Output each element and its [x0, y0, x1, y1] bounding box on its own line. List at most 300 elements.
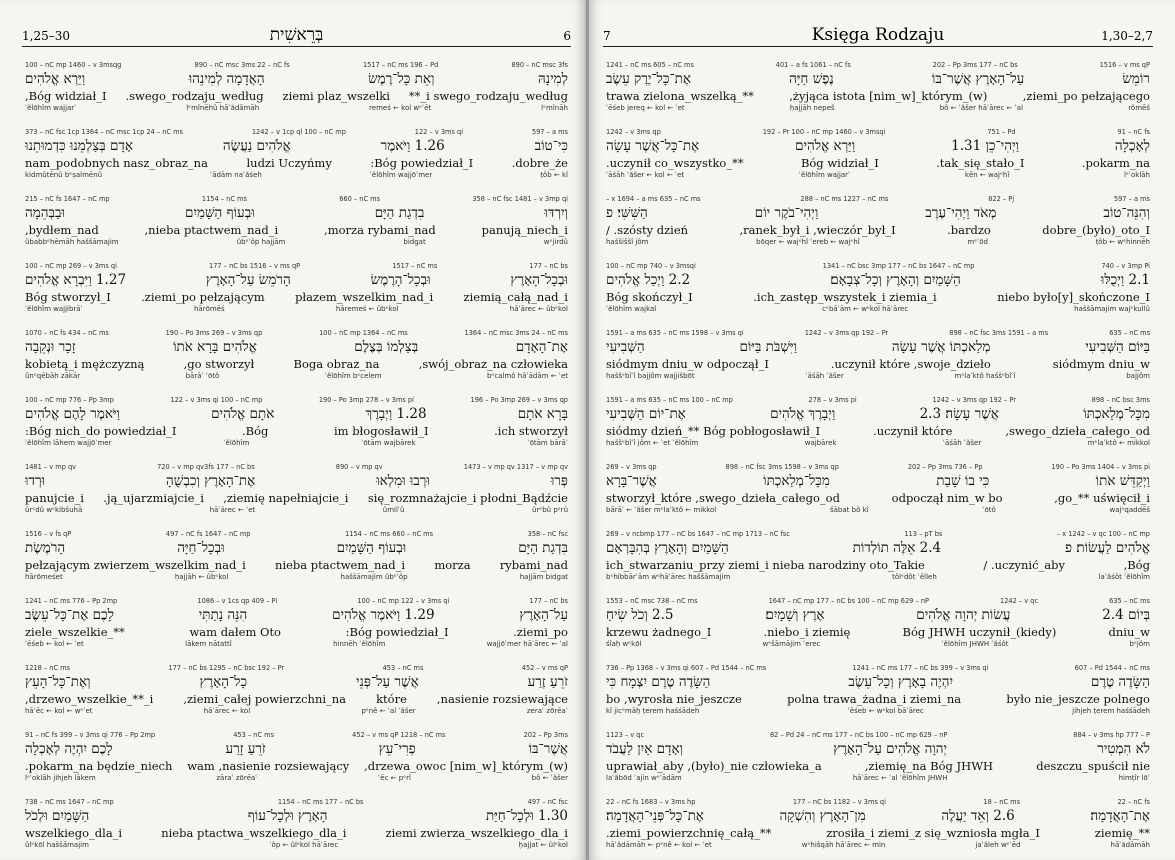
transliteration: lᵉʾoklāh	[1123, 171, 1150, 179]
polish-gloss-row	[22, 357, 571, 372]
polish-gloss: .bardzo	[947, 223, 991, 237]
page-header	[22, 22, 571, 47]
transliteration-row	[22, 104, 571, 114]
polish-gloss: wam ,nasienie rozsiewający	[187, 759, 350, 773]
polish-gloss: odpoczął nim_w bo	[891, 491, 1003, 505]
hebrew-word: וְאֶת־כָּל־הָעֵץ	[25, 674, 91, 690]
polish-gloss-row	[22, 290, 571, 305]
page-number: 7	[603, 29, 611, 43]
hebrew-word: אֹתָם אֱלֹהִים	[211, 406, 275, 422]
polish-gloss-row	[603, 89, 1153, 104]
hebrew-word: נֶפֶשׁ חַיָּה	[789, 71, 834, 87]
hebrew-word: בַּיּוֹם הַשְּׁבִיעִי	[1085, 339, 1150, 355]
polish-gloss-row	[603, 491, 1153, 506]
page-number: 6	[563, 29, 571, 43]
grammar-code: 1241 – nC ms 605 – nC ms	[606, 61, 694, 69]
hebrew-word: הַשִּׁשִּׁי׃ פ	[606, 205, 648, 221]
transliteration: cᵉbāʾām ← wᵉkol hāʾārec	[822, 305, 909, 313]
transliteration: lᵉmînāh	[541, 104, 568, 112]
grammar-code-row	[22, 530, 571, 540]
polish-gloss: ,żyjąca istota [nim_w]_którym_(w)	[789, 89, 988, 103]
hebrew-word: אֶת־כָּל־פְּנֵי־הָאֲדָמָה׃	[606, 808, 704, 824]
polish-gloss: / .uczynić_aby	[983, 558, 1065, 572]
hebrew-word: 1.28 וַיְבָרֶךְ	[365, 406, 427, 422]
grammar-code: 720 – v mp qv3fs 177 – nC bs	[157, 463, 255, 471]
hebrew-word: אֲשֶׁר־בָּרָא	[606, 473, 657, 489]
polish-gloss: siódmy dzień_** Bóg pobłogosławił_I	[606, 424, 821, 438]
transliteration-row	[603, 774, 1153, 784]
transliteration: rômēś	[1128, 104, 1150, 112]
hebrew-word: פְּרוּ	[550, 473, 568, 489]
verse-block	[22, 731, 571, 793]
transliteration: ʾĕlōhîm JHWH ʿăśôt	[941, 640, 1009, 648]
transliteration-row	[603, 707, 1153, 717]
polish-gloss: ziemi plaz_wszelki	[282, 89, 390, 103]
transliteration: ʿēc ← pᵉrî	[378, 774, 411, 782]
grammar-code: 1123 – v qc	[606, 731, 645, 739]
transliteration: bārāʾ ʾōtô	[185, 372, 220, 380]
hebrew-word: כָל־הָאָרֶץ	[199, 674, 248, 690]
transliteration: ûmilʾû	[382, 506, 405, 514]
transliteration: ʿāśāh ʾăšer	[942, 439, 982, 447]
polish-gloss: stworzył_które ,swego_dzieła_całego_od	[606, 491, 840, 505]
hebrew-word: אָדָם בְּצַלְמֵנוּ כִּדְמוּתֵנוּ	[25, 138, 133, 154]
grammar-code: 1591 – a ms 635 – nC ms 1598 – v 3ms qi	[606, 329, 744, 337]
hebrew-word-row	[603, 205, 1153, 223]
hebrew-word: אֶרֶץ וְשָׁמָיִם׃	[765, 607, 825, 623]
transliteration: ûnᵉqēbāh zākār	[25, 372, 81, 380]
hebrew-word: הָאֲדָמָה לְמִינֵהוּ	[188, 71, 265, 87]
hebrew-word: כִּי בוֹ שָׁבַת	[936, 473, 990, 489]
hebrew-word: הַשָּׁמַיִם וְהָאָרֶץ וְכָל־צְבָאָם׃	[830, 272, 961, 288]
hebrew-word: יִהְיֶה בָאָרֶץ וְכָל־עֵשֶׂב	[848, 674, 954, 690]
hebrew-word: הַשָּׁמַיִם וְהָאָרֶץ בְּהִבָּרְאָם	[606, 540, 729, 556]
hebrew-word: 2.2 וַיְכַל אֱלֹהִים	[606, 272, 691, 288]
polish-gloss: im błogosławił_I	[333, 424, 429, 438]
grammar-code: 890 – nC msc 3ms 22 – nC fs	[194, 61, 290, 69]
transliteration: ʿāśāh ʾăšer	[805, 372, 844, 380]
grammar-code: 269 – v ncbmp 177 – nC bs 1647 – nC mp 1713 – nC fsc	[606, 530, 790, 538]
transliteration: bô ← ʾăšer	[531, 774, 568, 782]
grammar-code: 122 – v 3ms qi 100 – nC mp	[170, 396, 263, 404]
polish-gloss: ,nasienie rozsiewające	[436, 692, 568, 706]
transliteration: haššᵉbîʿî bajjôm wajjišbōt	[606, 372, 695, 380]
grammar-code: 1241 – nC ms 776 – Pp 2mp	[25, 597, 118, 605]
polish-gloss: płazem_wszelkim_nad_i	[295, 290, 434, 304]
hebrew-word: וּבַבְּהֵמָה	[25, 205, 66, 221]
grammar-code-row	[603, 329, 1153, 339]
grammar-code: 373 – nC fsc 1cp 1364 – nC msc 1cp 24 – nC ms	[25, 128, 183, 136]
hebrew-word: וְאֵת כָּל־רֶמֶשׂ	[368, 71, 435, 87]
transliteration: ûbᵉʿôp hajjām	[236, 238, 286, 246]
grammar-code: 1154 – nC ms	[201, 195, 247, 203]
verse-block	[22, 195, 571, 257]
transliteration: hāremeś ← ûbᵉkol	[335, 305, 399, 313]
grammar-code: – x 1694 – a ms 635 – nC ms	[606, 195, 701, 203]
polish-gloss: ziele_wszelkie_**	[25, 625, 125, 639]
grammar-code-row	[22, 195, 571, 205]
grammar-code-row	[603, 463, 1153, 473]
transliteration-row	[22, 573, 571, 583]
grammar-code-row	[22, 329, 571, 339]
polish-gloss: ,morza rybami_nad	[324, 223, 436, 237]
hebrew-word-row	[603, 808, 1153, 826]
polish-gloss: nam_podobnych nasz_obraz_na	[25, 156, 208, 170]
transliteration-row	[22, 372, 571, 382]
grammar-code: 177 – nC bs 1182 – v 3ms qi	[792, 798, 886, 806]
grammar-code: 177 – nC bs	[529, 597, 568, 605]
hebrew-word: לְמִינָהּ	[537, 71, 568, 87]
hebrew-word: אֶת־הָאָדָם	[515, 339, 568, 355]
hebrew-word: לָכֶם יִהְיֶה לְאָכְלָה	[25, 741, 113, 757]
hebrew-word: 1.29 וַיֹּאמֶר אֱלֹהִים	[332, 607, 435, 623]
grammar-code: 898 – nC bsc 3ms	[1091, 396, 1150, 404]
hebrew-word: בִדְגַת הַיָּם	[374, 205, 425, 221]
grammar-code-row	[22, 128, 571, 138]
hebrew-word: 1.27 וַיִּבְרָא אֱלֹהִים	[25, 272, 127, 288]
hebrew-word: מִן־הָאָרֶץ וְהִשְׁקָה	[779, 808, 866, 824]
hebrew-word: הַשָּׁמַיִם וּלְכֹל	[25, 808, 90, 824]
grammar-code: 597 – a ms	[531, 128, 568, 136]
hebrew-word-row	[603, 674, 1153, 692]
grammar-code: 82 – Pd 24 – nC ms 177 – nC bs 100 – nC mp 629 – nP	[769, 731, 948, 739]
polish-gloss: .uczynił co_wszystko_**	[606, 156, 744, 170]
grammar-code: 91 – nC fs	[1117, 128, 1150, 136]
transliteration: hāʾădāmāh	[1110, 841, 1150, 849]
transliteration: wᵉjirdû	[543, 238, 568, 246]
polish-gloss: .pokarm_na będzie_niech	[25, 759, 173, 773]
verse-block	[603, 530, 1153, 592]
polish-gloss: .dobre_że	[511, 156, 568, 170]
polish-gloss-row	[603, 156, 1153, 171]
polish-gloss-row	[603, 759, 1153, 774]
hebrew-word: 1.26 וַיֹּאמֶר	[380, 138, 445, 154]
grammar-code: 1242 – v qc	[1000, 597, 1039, 605]
transliteration: tôlᵉdôt ʾēlleh	[892, 573, 937, 581]
polish-gloss-row	[22, 156, 571, 171]
transliteration: hāʾārec ← ʿal ʾĕlōhîm JHWH	[852, 774, 948, 782]
transliteration: pᵉnê ← ʿal ʾăšer	[361, 707, 416, 715]
polish-gloss: .ziemi_powierzchnię_całą_**	[606, 826, 772, 840]
grammar-code: – x 1242 – v qc 100 – nC mp	[1056, 530, 1150, 538]
grammar-code: 1154 – nC ms 177 – nC bs	[277, 798, 364, 806]
polish-gloss: .Bóg	[242, 424, 269, 438]
grammar-code: 453 – nC ms	[382, 664, 424, 672]
transliteration: hāʿēc ← kol ← wᵉʾet	[25, 707, 93, 715]
transliteration: haššāmajim wajᵉkullû	[1074, 305, 1150, 313]
hebrew-word-row	[603, 138, 1153, 156]
transliteration: kēn ← wajᵉhî	[964, 171, 1010, 179]
hebrew-word: וַיִּשְׁבֹּת בַּיּוֹם	[739, 339, 797, 355]
hebrew-word-row	[603, 540, 1153, 558]
grammar-code: 177 – nC bs 1516 – v ms qP	[209, 262, 301, 270]
polish-gloss: trawa zielona_wszelką_**	[606, 89, 754, 103]
transliteration: laʿăbōd ʾajin wᵉʾādām	[606, 774, 682, 782]
polish-gloss: wszelkiego_dla_i	[25, 826, 123, 840]
transliteration: hārōmēś	[193, 305, 225, 313]
transliteration-row	[603, 372, 1153, 382]
polish-gloss: :Bóg powiedział_I	[345, 625, 449, 639]
hebrew-word: וְהִנֵּה־טוֹב	[1103, 205, 1150, 221]
transliteration: hāʾārec ← ûbᵉkol	[509, 305, 568, 313]
chapter-range: 1,25–30	[22, 29, 70, 43]
transliteration: haššāmajim ûbᵉʿôp	[340, 573, 408, 581]
polish-gloss: ,ziemię_na Bóg JHWH	[864, 759, 994, 773]
hebrew-word: וְיִרְדּוּ	[544, 205, 568, 221]
transliteration: bᵉcalmô hāʾādām ← ʾet	[486, 372, 568, 380]
hebrew-word: בִּדְגַת הַיָּם	[518, 540, 568, 556]
hebrew-word: זָכָר וּנְקֵבָה	[25, 339, 76, 355]
hebrew-word: הָרֹמֶשֶׂת	[25, 540, 66, 556]
hebrew-word: וּרְבוּ וּמִלְאוּ	[376, 473, 430, 489]
polish-gloss: ,ziemi_po pełzającego	[1022, 89, 1150, 103]
transliteration: kidmûtēnû bᵉṣalmēnû	[25, 171, 103, 179]
grammar-code: 751 – Pd	[987, 128, 1016, 136]
grammar-code: 190 – Po 3mp 278 – v 3ms pi	[318, 396, 414, 404]
transliteration: bᵉhibbārʾām wᵉhāʾārec haššāmajim	[606, 573, 731, 581]
transliteration: wᵉšāmājim ʾerec	[762, 640, 821, 648]
hebrew-word-row	[22, 138, 571, 156]
hebrew-word: בְּיוֹם 2.4	[1102, 607, 1150, 623]
grammar-code: 1517 – nC ms 196 – Pd	[362, 61, 439, 69]
grammar-code-row	[603, 664, 1153, 674]
polish-gloss: Bóg skończył_I	[606, 290, 693, 304]
interlinear-blocks	[603, 61, 1153, 860]
grammar-code: 1341 – nC bsc 3mp 177 – nC bs 1647 – nC mp	[822, 262, 975, 270]
transliteration: ʾĕlōhîm wajjarʾ	[798, 171, 851, 179]
grammar-code: 884 – v 3ms hp 777 – P	[1073, 731, 1150, 739]
polish-gloss: .ją_ujarzmiajcie_i	[103, 491, 204, 505]
hebrew-word: 2.4 אֵלֶּה תוֹלְדוֹת	[852, 540, 942, 556]
hebrew-word: 2.1 וַיְכֻלּוּ	[1100, 272, 1150, 288]
transliteration: ʿôp ← ûlᵉkol hāʾārec	[269, 841, 339, 849]
grammar-code: 202 – Pp 3ms	[523, 731, 568, 739]
grammar-code-row	[22, 798, 571, 808]
hebrew-word: וּבְכָל־הָרֶמֶשׂ	[370, 272, 431, 288]
grammar-code: 452 – v ms qP	[521, 664, 568, 672]
grammar-code-row	[603, 597, 1153, 607]
verse-block	[603, 731, 1153, 793]
polish-gloss: rybami_nad	[499, 558, 568, 572]
grammar-code: 607 – Pd 1544 – nC ms	[1074, 664, 1150, 672]
grammar-code: 1154 – nC ms 660 – nC ms	[345, 530, 434, 538]
polish-gloss: **_i swego_rodzaju_według	[408, 89, 568, 103]
transliteration: ʾĕlōhîm	[223, 439, 250, 447]
transliteration-row	[603, 171, 1153, 181]
polish-gloss: ,nieba ptactwem_nad_i	[144, 223, 279, 237]
grammar-code: 1086 – v 1cs qp 409 – Pi	[197, 597, 278, 605]
transliteration: lᵉʾoklāh jihjeh lākem	[25, 774, 96, 782]
polish-gloss: morza	[434, 558, 471, 572]
transliteration: mᵉʾōd	[967, 238, 988, 246]
hebrew-word: וַיַּרְא אֱלֹהִים	[795, 138, 856, 154]
transliteration: ʿēśeb jereq ← kol ← ʾet	[606, 104, 685, 112]
hebrew-word-row	[603, 272, 1153, 290]
hebrew-word: אֶת־הָאֲדָמָה׃	[1090, 808, 1150, 824]
hebrew-word-row	[22, 473, 571, 491]
grammar-code: 100 – nC mp 269 – v 3ms qi	[25, 262, 117, 270]
grammar-code: 358 – nC fsc 1481 – v 3mp qi	[472, 195, 568, 203]
grammar-code-row	[603, 61, 1153, 71]
transliteration: ʾĕlōhîm wajjarʾ	[25, 104, 77, 112]
polish-gloss: wam dałem Oto	[189, 625, 281, 639]
polish-gloss-row	[22, 759, 571, 774]
transliteration: mᵉlaʾktô ← mikkol	[1087, 439, 1150, 447]
transliteration: ûbabbᵉhēmāh haššāmajim	[25, 238, 119, 246]
transliteration: ʾōtô	[982, 506, 996, 514]
transliteration: hāʾārec ← ʾet	[209, 506, 256, 514]
grammar-code: 1070 – nC fs 434 – nC ms	[25, 329, 109, 337]
hebrew-word: לֹא הִמְטִיר	[1097, 741, 1150, 757]
verse-block	[22, 463, 571, 525]
polish-gloss: .ziemi_po pełzającym	[141, 290, 265, 304]
polish-gloss: Bóg widział_I	[800, 156, 879, 170]
grammar-code: 401 – a fs 1061 – nC fs	[775, 61, 851, 69]
polish-gloss: ,drzewa_owoc [nim_w]_którym_(w)	[364, 759, 568, 773]
verse-block	[603, 329, 1153, 391]
polish-gloss: ich_stwarzaniu_przy ziemi_i nieba narodziny oto_Takie	[606, 558, 925, 572]
polish-gloss: .ich stworzył	[494, 424, 568, 438]
polish-gloss: ,bydłem_nad	[25, 223, 99, 237]
polish-gloss: panują_niech_i	[481, 223, 568, 237]
transliteration-row	[603, 238, 1153, 248]
hebrew-word: זֹרֵעַ זָרַע	[225, 741, 266, 757]
hebrew-word: פְרִי־עֵץ	[378, 741, 416, 757]
polish-gloss: Boga obraz_na	[293, 357, 380, 371]
verse-block	[22, 798, 571, 860]
hebrew-word: אֱלֹהִים בָּרָא אֹתוֹ	[173, 339, 257, 355]
grammar-code: 822 – Pj	[988, 195, 1015, 203]
hebrew-word: וּרְדוּ	[25, 473, 46, 489]
grammar-code: 1553 – nC msc 738 – nC ms	[606, 597, 698, 605]
grammar-code: 1481 – v mp qv	[25, 463, 77, 471]
transliteration-row	[22, 640, 571, 650]
polish-gloss: dniu_w	[1108, 625, 1150, 639]
hebrew-word: אֱלֹהִים לַעֲשׂוֹת׃ פ	[1064, 540, 1150, 556]
transliteration: kî jicᵉmāḥ ṭerem haśśādeh	[606, 707, 700, 715]
hebrew-word-row	[603, 406, 1153, 424]
hebrew-word: הַשָּׂדֶה טֶרֶם יִצְמָח כִּי	[606, 674, 711, 690]
polish-gloss: ,ziemi_całej powierzchni_na	[183, 692, 347, 706]
grammar-code: 202 – Pp 3ms 736 – Pp	[907, 463, 983, 471]
hebrew-word: הָרֹמֵשׂ עַל־הָאָרֶץ	[205, 272, 291, 288]
grammar-code-row	[22, 262, 571, 272]
polish-gloss: .uczynił które ,swoje_dzieło	[830, 357, 991, 371]
transliteration: ʿēśeb ← wᵉkol bāʾārec	[847, 707, 924, 715]
polish-gloss: .uczynił które	[873, 424, 953, 438]
polish-gloss: ,ranek_był_i ,wieczór_był_I	[739, 223, 896, 237]
grammar-code: 190 – Po 3ms 1404 – v 3ms pi	[1051, 463, 1150, 471]
transliteration: mᵉlaʾktô haššᵉbîʿî	[954, 372, 1016, 380]
hebrew-word: וּבְכָל־חַיָּה	[177, 540, 225, 556]
grammar-code-row	[603, 396, 1153, 406]
polish-gloss-row	[603, 424, 1153, 439]
grammar-code: 100 – nC mp 1460 – v 3msqg	[25, 61, 122, 69]
grammar-code: 1516 – v fs qP	[25, 530, 72, 538]
polish-gloss-row	[22, 826, 571, 841]
hebrew-word: אֶת־הָאָרֶץ וְכִבְשֻׁהָ	[166, 473, 256, 489]
hebrew-word: וַיַּרְא אֱלֹהִים	[25, 71, 86, 87]
polish-gloss-row	[603, 558, 1153, 573]
verse-block	[603, 262, 1153, 324]
transliteration: zāraʿ zōrēaʿ	[216, 774, 258, 782]
grammar-code: 1242 – v 3ms qp 192 – Pr	[932, 396, 1016, 404]
verse-block	[603, 128, 1153, 190]
hebrew-word-row	[603, 741, 1153, 759]
transliteration: laʿăśôt ʾĕlōhîm	[1098, 573, 1150, 581]
transliteration-row	[603, 104, 1153, 114]
grammar-code: 635 – nC ms	[1109, 329, 1150, 337]
hebrew-word-row	[22, 272, 571, 290]
polish-gloss: nieba ptactwem_nad_i	[275, 558, 406, 572]
grammar-code-row	[22, 61, 571, 71]
hebrew-word: מְאֹד וַיְהִי־עֶרֶב	[925, 205, 997, 221]
transliteration: ûrᵉdû wᵉkibšuhā	[25, 506, 83, 514]
transliteration-row	[22, 238, 571, 248]
polish-gloss: Bóg stworzył_I	[25, 290, 111, 304]
transliteration-row	[22, 305, 571, 315]
hebrew-word: עֲשׂוֹת יְהוָה אֱלֹהִים	[916, 607, 1011, 623]
grammar-code-row	[603, 530, 1153, 540]
polish-gloss: Bóg JHWH uczynił_(kiedy)	[902, 625, 1057, 639]
grammar-code: 890 – v mp qv	[335, 463, 383, 471]
polish-gloss: ,swój_obraz_na człowieka	[418, 357, 568, 371]
running-title: Księga Rodzaju	[811, 25, 945, 45]
hebrew-word: וַיְהִי־כֵן 1.31	[951, 138, 1019, 154]
grammar-code: 288 – nC ms 1227 – nC ms	[800, 195, 889, 203]
hebrew-word: אֶת־כָּל־יֶרֶק עֵשֶׂב	[606, 71, 691, 87]
verse-block	[22, 61, 571, 123]
grammar-code: 452 – v ms qP 1218 – nC ms	[352, 731, 446, 739]
polish-gloss: się_rozmnażajcie_i płodni_Bądźcie	[367, 491, 568, 505]
grammar-code: 736 – Pp 1368 – v 3ms qi 607 – Pd 1544 – nC ms	[606, 664, 767, 672]
grammar-code: 1473 – v mp qv 1317 – v mp qv	[463, 463, 568, 471]
hebrew-word: כִּי־טוֹב	[534, 138, 568, 154]
page-header	[603, 22, 1153, 47]
polish-gloss: siódmym dniu_w	[1052, 357, 1150, 371]
transliteration: bārāʾ ← ʾăšer mᵉlaʾktô ← mikkol	[606, 506, 717, 514]
chapter-range: 1,30–2,7	[1101, 29, 1153, 43]
transliteration: hārōmeśet	[25, 573, 63, 581]
hebrew-word: זֹרֵעַ זֶרַע	[527, 674, 568, 690]
grammar-code: 497 – nC fs 1647 – nC mp	[165, 530, 251, 538]
hebrew-word-row	[22, 607, 571, 625]
hebrew-word: וְאָדָם אַיִן לַעֲבֹד	[606, 741, 684, 757]
transliteration: lākem nātattî	[185, 640, 232, 648]
polish-gloss: siódmym dniu_w odpoczął_I	[606, 357, 769, 371]
polish-gloss: .swego_rodzaju_według	[125, 89, 264, 103]
transliteration: jihjeh ṭerem haśśādeh	[1072, 707, 1150, 715]
verse-block	[603, 664, 1153, 726]
verse-block	[603, 463, 1153, 525]
transliteration: hāʾārec ← kol	[203, 707, 251, 715]
transliteration-row	[603, 640, 1153, 650]
polish-gloss: panujcie_i	[25, 491, 84, 505]
polish-gloss: zrosiła_i ziemi_z się_wzniosła mgła_I	[826, 826, 1040, 840]
transliteration-row	[22, 707, 571, 717]
hebrew-word: עַל־הָאָרֶץ אֲשֶׁר־בּוֹ	[931, 71, 1025, 87]
polish-gloss: niebo było[y]_skończone_I	[997, 290, 1150, 304]
grammar-code: 100 – nC mp 122 – v 3ms qi	[357, 597, 450, 605]
grammar-code: 100 – nC mp 740 – v 3msqi	[606, 262, 696, 270]
polish-gloss: :Bóg nich_do powiedział_I	[25, 424, 177, 438]
transliteration-row	[603, 506, 1153, 516]
transliteration: bajjôm	[1126, 372, 1150, 380]
polish-gloss: :Bóg powiedział_I	[370, 156, 474, 170]
verse-block	[22, 262, 571, 324]
grammar-code: 269 – v 3ms qp	[606, 463, 657, 471]
grammar-code: 177 – nC bs	[529, 262, 568, 270]
